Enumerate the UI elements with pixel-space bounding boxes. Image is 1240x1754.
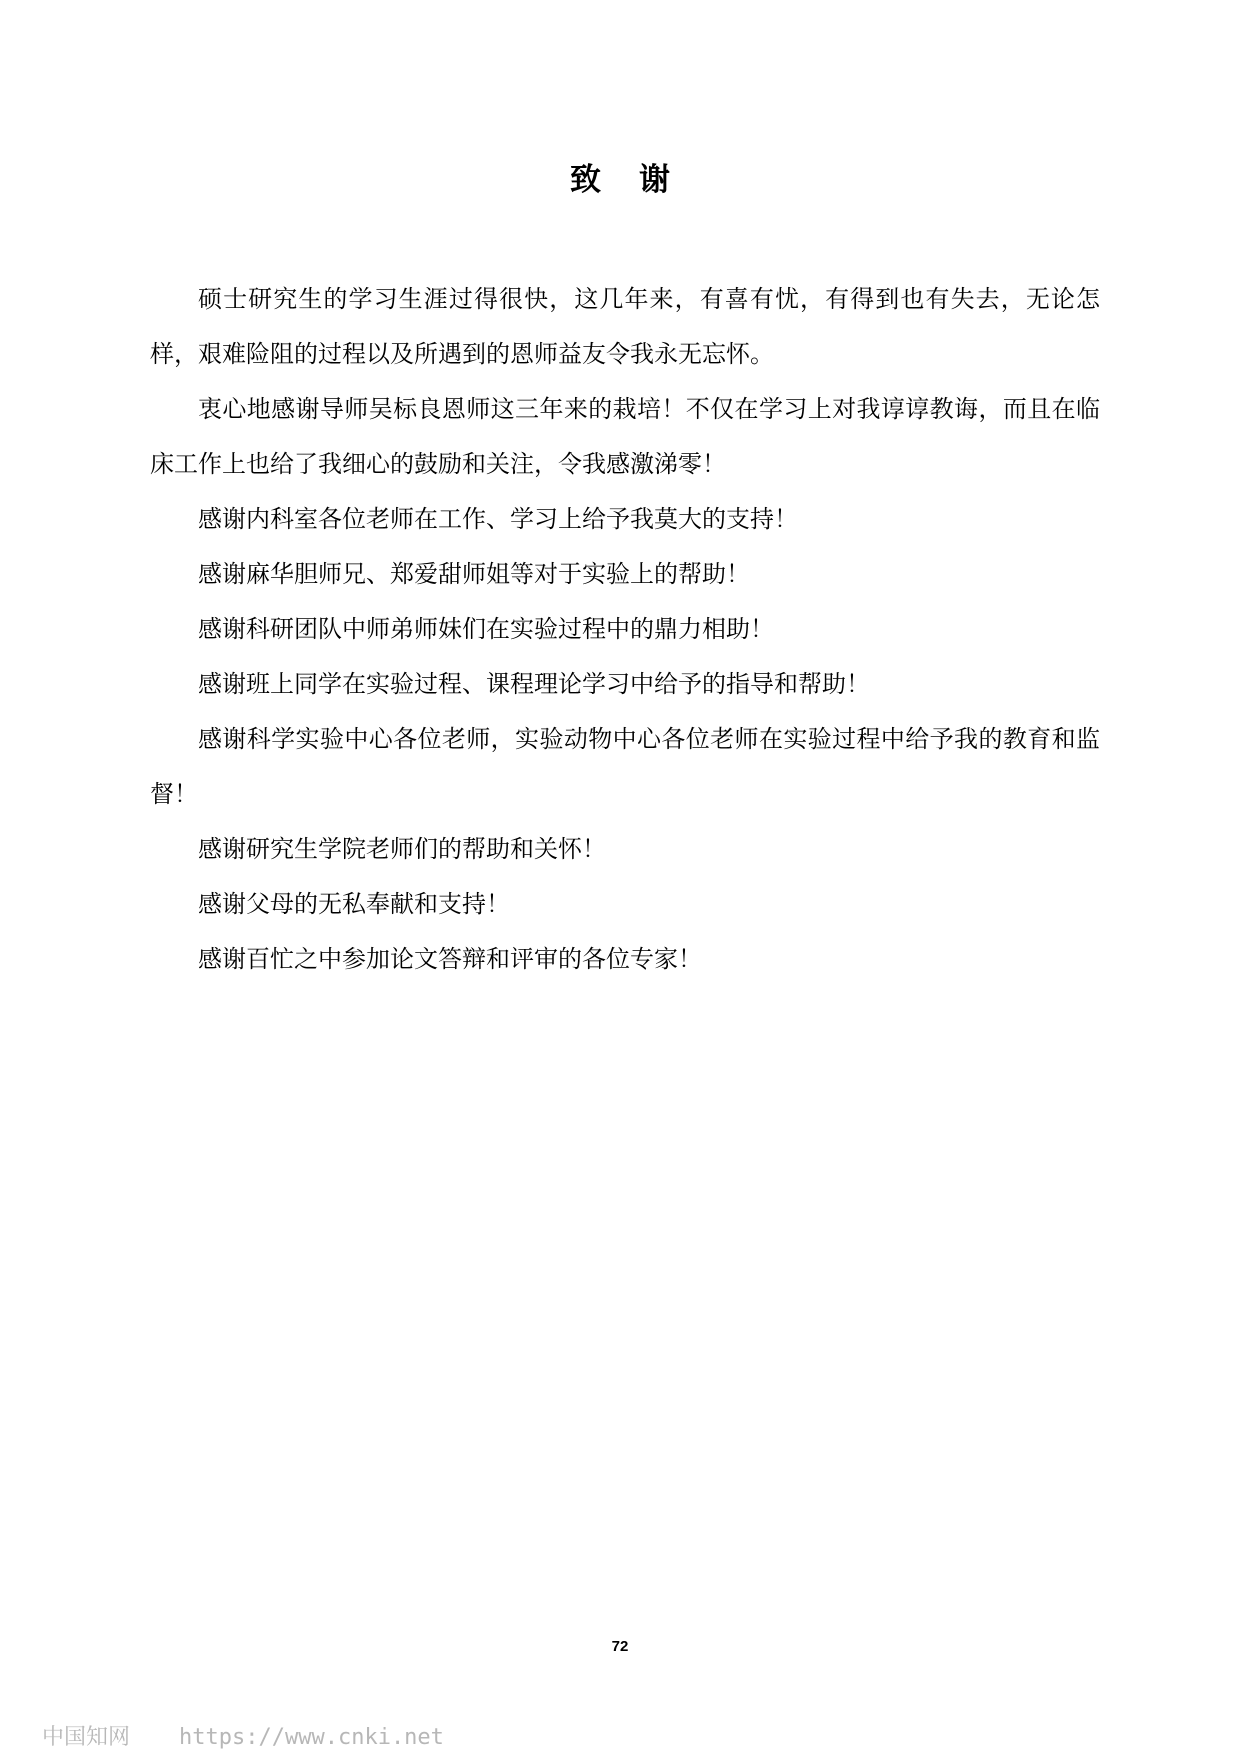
paragraph: 感谢百忙之中参加论文答辩和评审的各位专家！ — [198, 945, 702, 973]
page-title: 致谢 — [570, 162, 708, 198]
acknowledgement-body — [150, 272, 1100, 987]
paragraph: 感谢麻华胆师兄、郑爱甜师姐等对于实验上的帮助！ — [198, 560, 750, 588]
paragraph: 感谢内科室各位老师在工作、学习上给予我莫大的支持！ — [198, 505, 798, 533]
paragraph: 感谢科学实验中心各位老师，实验动物中心各位老师在实验过程中给予我的教育和监督！ — [150, 725, 1100, 808]
page-number: 72 — [611, 1638, 629, 1655]
paragraph: 硕士研究生的学习生涯过得很快，这几年来，有喜有忧，有得到也有失去，无论怎样，艰难险阻的过程以及所遇到的恩师益友令我永无忘怀。 — [150, 285, 1100, 368]
paragraph: 感谢研究生学院老师们的帮助和关怀！ — [198, 835, 606, 863]
cnki-watermark — [42, 1720, 444, 1751]
watermark-url: https://www.cnki.net — [179, 1725, 444, 1750]
paragraph: 感谢科研团队中师弟师妹们在实验过程中的鼎力相助！ — [198, 615, 774, 643]
paragraph: 感谢班上同学在实验过程、课程理论学习中给予的指导和帮助！ — [198, 670, 870, 698]
paragraph: 感谢父母的无私奉献和支持！ — [198, 890, 510, 918]
paragraph: 衷心地感谢导师吴标良恩师这三年来的栽培！不仅在学习上对我谆谆教诲，而且在临床工作上也给了我细心的鼓励和关注，令我感激涕零！ — [150, 395, 1100, 478]
watermark-name: 中国知网 — [42, 1725, 131, 1750]
